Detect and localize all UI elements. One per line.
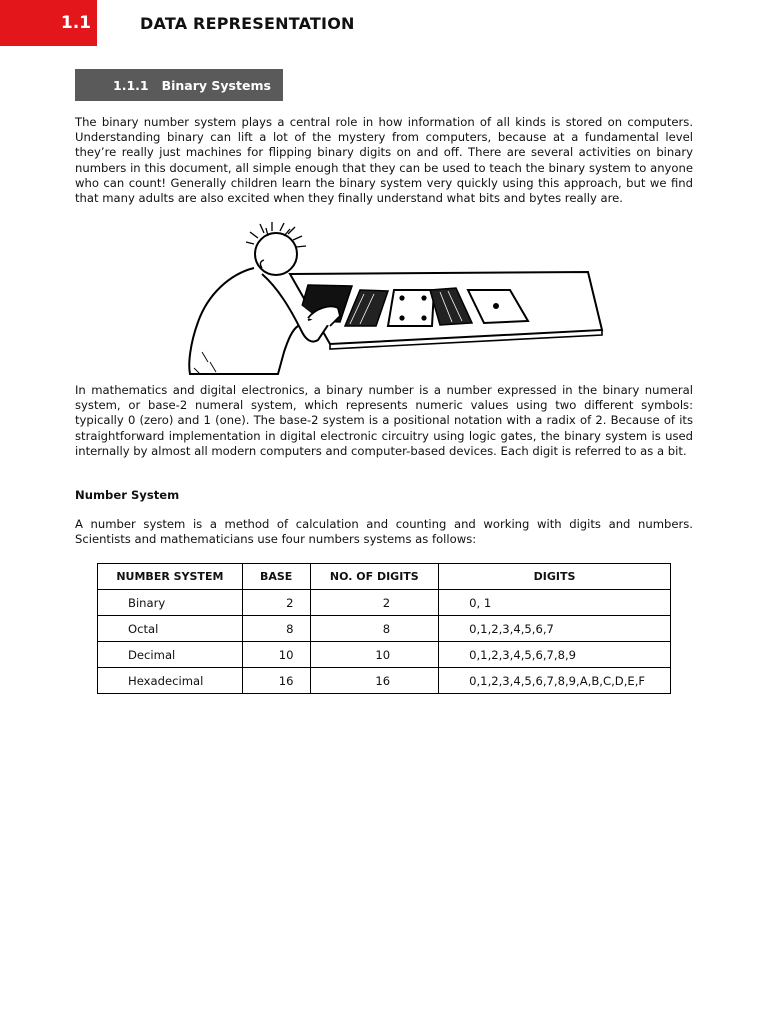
chapter-number: 1.1: [0, 0, 97, 46]
system-base: 16: [242, 668, 310, 694]
intro-paragraph: The binary number system plays a central role in how information of all kinds is stored on computers. Understanding binary can lift a lot of the mystery from computers, because at a fundamental level they’re really just machines for flipping binary digits on and off. There are several activities on binary numbers in this document, all simple enough that they can be used to teach the binary system to anyone who can count! Generally children learn the binary system very quickly using this approach, but we find that many adults are also excited when they finally understand what bits and bytes really are.: [75, 115, 693, 206]
header-digits: DIGITS: [439, 564, 671, 590]
number-system-heading: Number System: [75, 488, 180, 502]
system-digit-count: 16: [310, 668, 439, 694]
system-base: 10: [242, 642, 310, 668]
system-name: Binary: [98, 590, 243, 616]
binary-definition-paragraph: In mathematics and digital electronics, a binary number is a number expressed in the binary numeral system, or base-2 numeral system, which represents numeric values using two different symbols: typically 0 (zero) and 1 (one). The base-2 system is a positional notation with a radix of 2. Because of its straightforward implementation in digital electronic circuitry using logic gates, the binary system is used internally by almost all modern computers and computer-based devices. Each digit is referred to as a bit.: [75, 383, 693, 458]
person-flipping-cards-illustration: [180, 222, 610, 382]
section-number: 1.1.1: [113, 77, 149, 93]
system-digits: 0, 1: [439, 590, 671, 616]
system-base: 8: [242, 616, 310, 642]
table-row: [98, 668, 671, 694]
system-digit-count: 2: [310, 590, 439, 616]
system-digits: 0,1,2,3,4,5,6,7,8,9: [439, 642, 671, 668]
system-base: 2: [242, 590, 310, 616]
system-digit-count: 10: [310, 642, 439, 668]
table-row: [98, 616, 671, 642]
header-base: BASE: [242, 564, 310, 590]
system-name: Decimal: [98, 642, 243, 668]
chapter-title: DATA REPRESENTATION: [140, 14, 355, 33]
system-digit-count: 8: [310, 616, 439, 642]
table-row: [98, 642, 671, 668]
section-heading: [75, 69, 283, 101]
number-systems-table: [97, 563, 671, 694]
table-header-row: [98, 564, 671, 590]
number-system-intro-paragraph: A number system is a method of calculation and counting and working with digits and numbers. Scientists and mathematicians use four numbers systems as follows:: [75, 517, 693, 547]
system-name: Hexadecimal: [98, 668, 243, 694]
header-number-system: NUMBER SYSTEM: [98, 564, 243, 590]
system-digits: 0,1,2,3,4,5,6,7: [439, 616, 671, 642]
system-digits: 0,1,2,3,4,5,6,7,8,9,A,B,C,D,E,F: [439, 668, 671, 694]
header-no-of-digits: NO. OF DIGITS: [310, 564, 439, 590]
table-row: [98, 590, 671, 616]
section-title: Binary Systems: [161, 77, 271, 93]
system-name: Octal: [98, 616, 243, 642]
